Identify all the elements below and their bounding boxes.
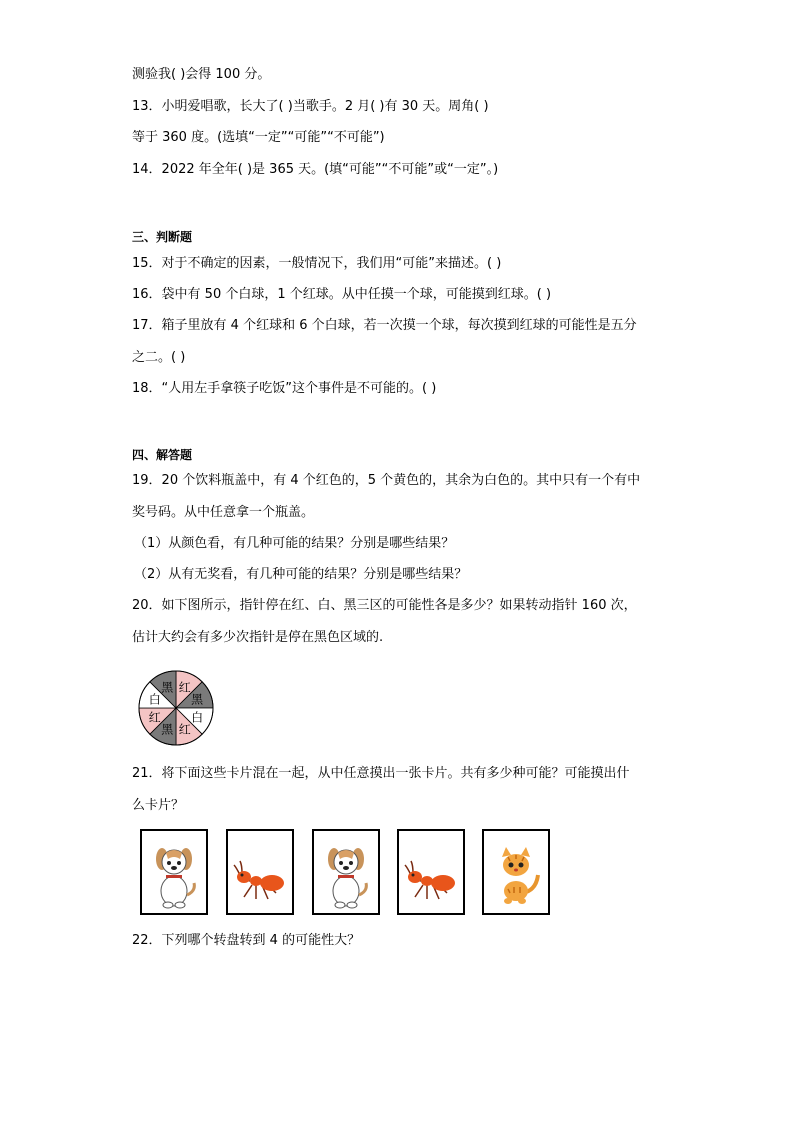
wheel-sector-label: 红 [178,722,191,737]
question-13-line-2: 等于 360 度。(选填“一定”“可能”“不可能”) [132,130,385,145]
question-19-part-2: （2）从有无奖看，有几种可能的结果？分别是哪些结果？ [134,567,468,582]
wheel-sector-label: 黑 [191,692,204,707]
question-21-line-2: 么卡片？ [132,798,185,813]
wheel-sector-label: 红 [148,710,161,725]
wheel-sector-label: 红 [178,680,191,695]
ant-icon [399,831,463,913]
question-19-line-1: 19．20 个饮料瓶盖中，有 4 个红色的，5 个黄色的，其余为白色的。其中只有一个有中 [132,473,641,488]
question-17-line-2: 之二。( ) [132,350,186,365]
question-15: 15．对于不确定的因素，一般情况下，我们用“可能”来描述。( ) [132,256,502,271]
question-13-line-1: 13．小明爱唱歌，长大了( )当歌手。2 月( )有 30 天。周角( ) [132,99,489,114]
question-20-line-1: 20．如下图所示，指针停在红、白、黑三区的可能性各是多少？如果转动指针 160 次， [132,598,637,613]
question-14: 14．2022 年全年( )是 365 天。(填“可能”“不可能”或“一定”。) [132,162,499,177]
animal-card [397,829,465,915]
question-12-tail: 测验我( )会得 100 分。 [132,67,271,82]
ant-icon [228,831,292,913]
wheel-sector-label: 黑 [161,680,174,695]
question-18: 18．“人用左手拿筷子吃饭”这个事件是不可能的。( ) [132,381,437,396]
wheel-sector-label: 白 [148,692,161,707]
question-20-line-2: 估计大约会有多少次指针是停在黑色区域的. [132,630,384,645]
question-16: 16．袋中有 50 个白球，1 个红球。从中任摸一个球，可能摸到红球。( ) [132,287,552,302]
question-21-line-1: 21．将下面这些卡片混在一起，从中任意摸出一张卡片。共有多少种可能？可能摸出什 [132,766,630,781]
question-19-line-2: 奖号码。从中任意拿一个瓶盖。 [132,505,315,520]
question-17-line-1: 17．箱子里放有 4 个红球和 6 个白球，若一次摸一个球，每次摸到红球的可能性是五分 [132,318,637,333]
question-19-part-1: （1）从颜色看，有几种可能的结果？分别是哪些结果？ [134,536,455,551]
animal-card [312,829,380,915]
section-heading-judgement: 三、判断题 [132,230,193,244]
spinner-wheel [137,669,215,747]
dog-icon [142,831,206,913]
animal-card [482,829,550,915]
question-22: 22．下列哪个转盘转到 4 的可能性大？ [132,933,361,948]
dog-icon [314,831,378,913]
wheel-sector-label: 白 [191,710,204,725]
animal-card [226,829,294,915]
wheel-sector-label: 黑 [161,722,174,737]
cat-icon [484,831,548,913]
section-heading-answers: 四、解答题 [132,448,193,462]
animal-card [140,829,208,915]
